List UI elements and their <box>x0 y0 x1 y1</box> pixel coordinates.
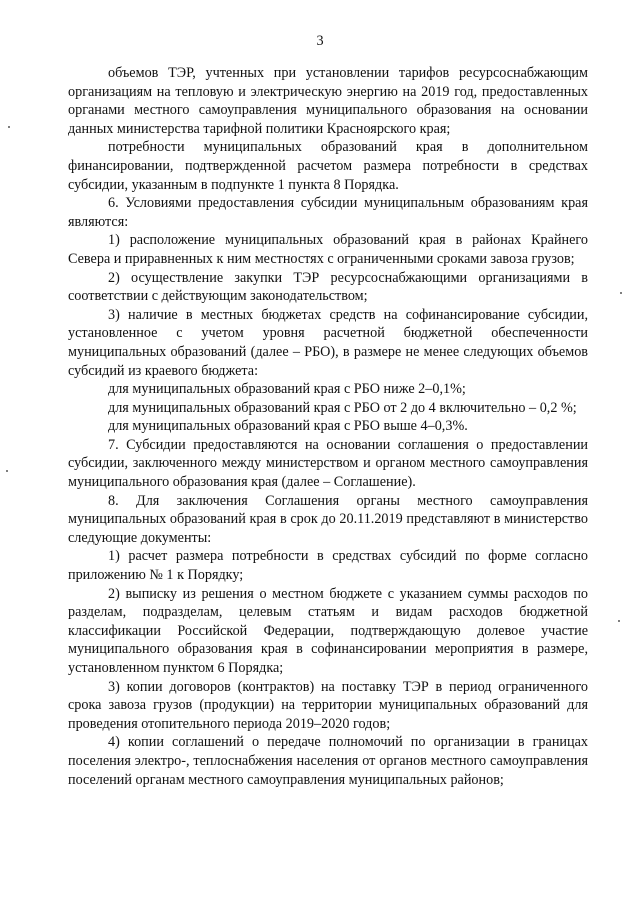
paragraph: 8. Для заключения Соглашения органы местного самоуправления муниципальных образований края в срок до 20.11.2019 представляют в министерство следующие документы: <box>68 492 588 546</box>
paragraph: для муниципальных образований края с РБО выше 4–0,3%. <box>108 418 468 435</box>
scan-speck <box>620 292 622 294</box>
paragraph: 2) осуществление закупки ТЭР ресурсоснабжающими организациями в соответствии с действующим законодательством; <box>68 269 588 305</box>
paragraph: для муниципальных образований края с РБО ниже 2–0,1%; <box>108 381 466 398</box>
paragraph: 7. Субсидии предоставляются на основании соглашения о предоставлении субсидии, заключенного между министерством и органом местного самоуправления муниципального образования края (далее – Соглашение). <box>68 436 588 491</box>
paragraph: 1) расположение муниципальных образований края в районах Крайнего Севера и приравненных к ним местностях с ограниченными сроками завоза грузов; <box>68 232 588 267</box>
paragraph: объемов ТЭР, учтенных при установлении тарифов ресурсоснабжающим организациям на тепловую и электрическую энергию на 2019 год, предоставленных органами местного самоуправления муниципального образования на основании данных министерства тарифной политики Красноярского края; <box>68 65 588 137</box>
paragraph: 2) выписку из решения о местном бюджете с указанием суммы расходов по разделам, подразделам, целевым статьям и видам расходов бюджетной классификации Российской Федерации, подтверждающую долевое участие муниципального образования края в софинансировании мероприятия в размере, установленном пунктом 6 Порядка; <box>68 585 588 676</box>
paragraph: для муниципальных образований края с РБО от 2 до 4 включительно – 0,2 %; <box>108 399 577 416</box>
paragraph: 6. Условиями предоставления субсидии муниципальным образованиям края являются: <box>68 195 588 230</box>
paragraph: 3) наличие в местных бюджетах средств на софинансирование субсидии, установленное с учетом уровня расчетной бюджетной обеспеченности муниципальных образований (далее – РБО), в размере не менее следующих объемов субсидий из краевого бюджета: <box>68 306 588 379</box>
page-number: 3 <box>316 33 324 49</box>
paragraph: 3) копии договоров (контрактов) на поставку ТЭР в период ограниченного срока завоза грузов (продукции) на территории муниципальных образований для проведения отопительного периода 2019–2020 годов; <box>68 678 588 732</box>
paragraph: потребности муниципальных образований края в дополнительном финансировании, подтвержденной расчетом размера потребности в средствах субсидии, указанным в подпункте 1 пункта 8 Порядка. <box>68 139 588 193</box>
scan-speck <box>618 620 620 622</box>
scan-speck <box>6 470 8 472</box>
paragraph: 1) расчет размера потребности в средствах субсидий по форме согласно приложению № 1 к Порядку; <box>68 548 588 584</box>
document-body <box>68 64 588 789</box>
paragraph: 4) копии соглашений о передаче полномочий по организации в границах поселения электро-, теплоснабжения населения от органов местного самоуправления поселений органам местного самоуправления муниципальных районов; <box>68 734 588 788</box>
scan-speck <box>8 126 10 128</box>
